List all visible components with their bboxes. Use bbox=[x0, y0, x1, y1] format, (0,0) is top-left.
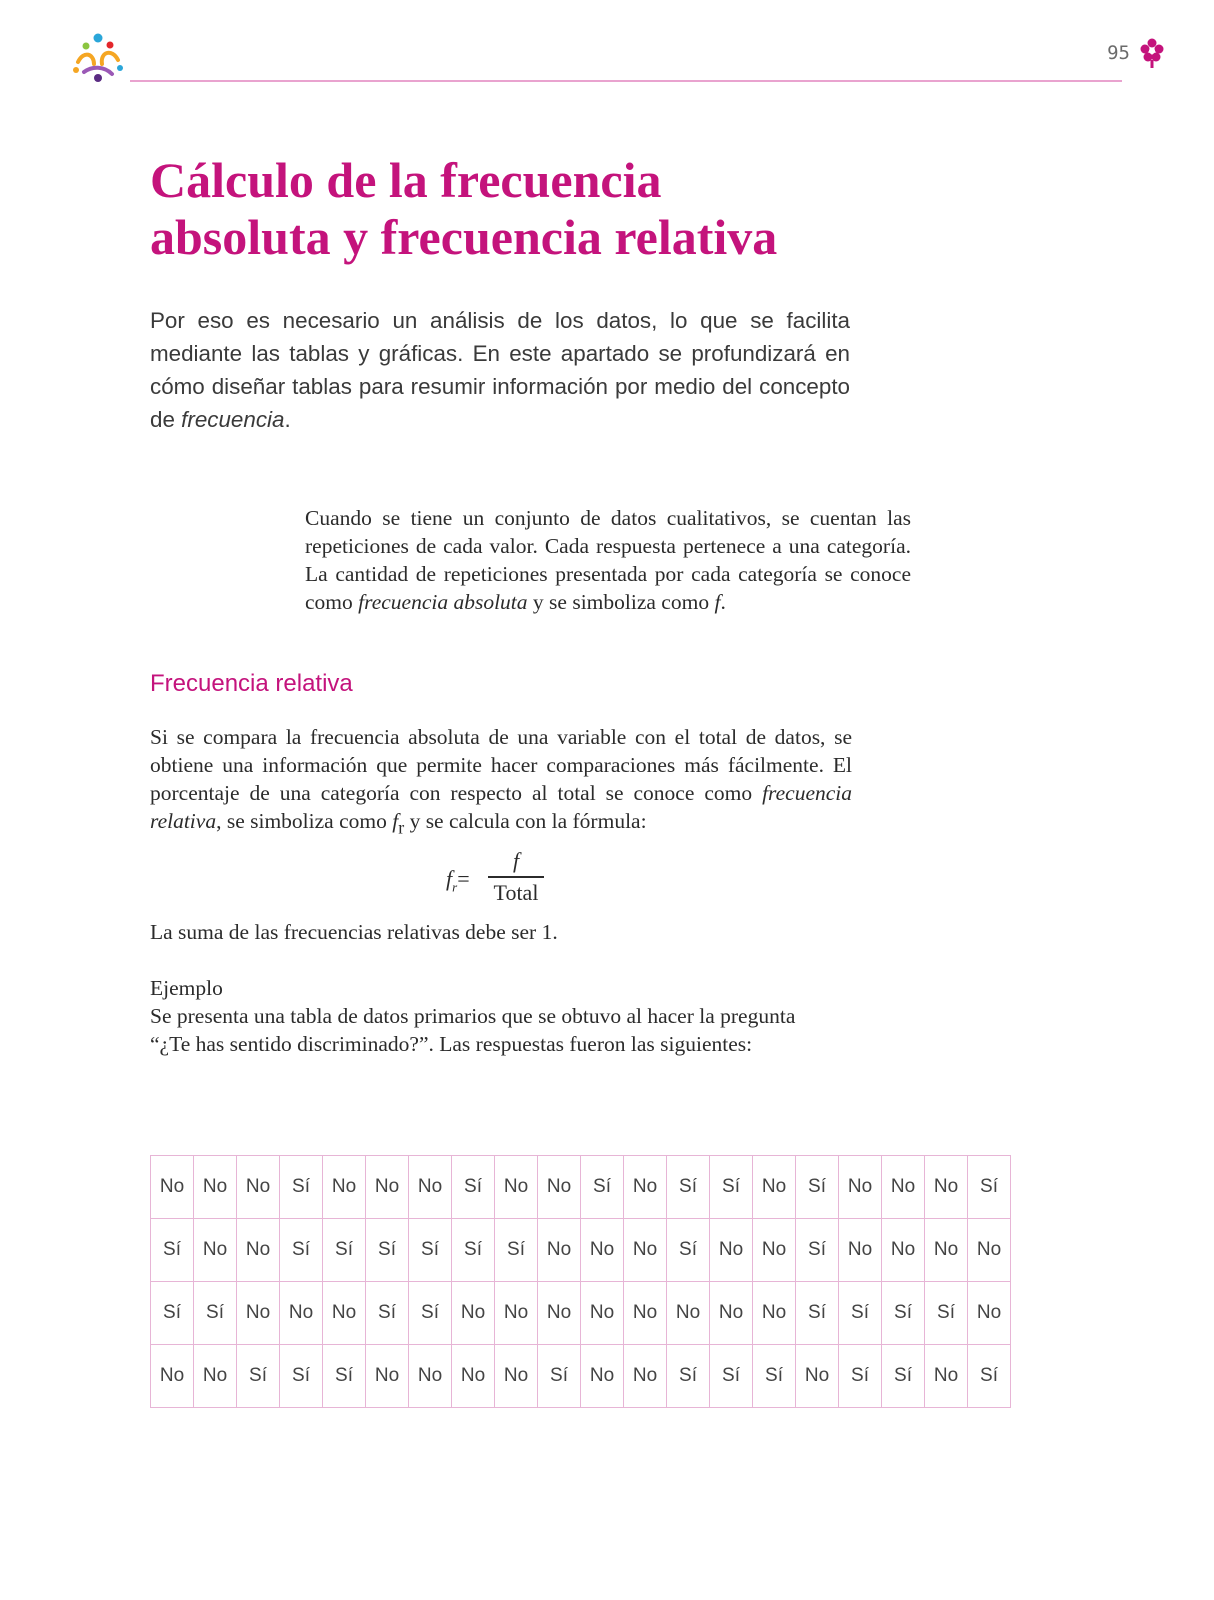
table-cell: Sí bbox=[882, 1345, 925, 1408]
table-cell: Sí bbox=[323, 1345, 366, 1408]
table-cell: No bbox=[968, 1219, 1011, 1282]
table-cell: Sí bbox=[968, 1156, 1011, 1219]
intro-italic-term: frecuencia bbox=[181, 407, 285, 432]
table-cell: No bbox=[323, 1156, 366, 1219]
table-cell: No bbox=[495, 1282, 538, 1345]
table-cell: Sí bbox=[839, 1282, 882, 1345]
table-cell: No bbox=[581, 1345, 624, 1408]
relative-frequency-formula bbox=[446, 846, 556, 910]
table-cell: Sí bbox=[538, 1345, 581, 1408]
table-cell: Sí bbox=[796, 1156, 839, 1219]
table-cell: Sí bbox=[409, 1282, 452, 1345]
header-rule bbox=[130, 80, 1122, 82]
table-cell: No bbox=[323, 1282, 366, 1345]
example-line-1: Se presenta una tabla de datos primarios que se obtuvo al hacer la pregunta bbox=[150, 1004, 796, 1028]
table-row bbox=[151, 1282, 1011, 1345]
table-cell: No bbox=[753, 1156, 796, 1219]
table-cell: No bbox=[581, 1282, 624, 1345]
definition-text: Cuando se tiene un conjunto de datos cualitativos, se cuentan las repeticiones de cada valor. Cada respuesta pertenece a una categoría. La cantidad de repeticiones presentada por cada categoría se conoce como bbox=[305, 506, 911, 614]
intro-paragraph bbox=[150, 304, 850, 436]
responses-table bbox=[150, 1155, 1011, 1408]
table-cell: No bbox=[839, 1219, 882, 1282]
table-cell: Sí bbox=[280, 1345, 323, 1408]
table-cell: Sí bbox=[366, 1219, 409, 1282]
table-row bbox=[151, 1219, 1011, 1282]
table-cell: Sí bbox=[667, 1345, 710, 1408]
table-cell: No bbox=[839, 1156, 882, 1219]
table-cell: No bbox=[452, 1345, 495, 1408]
example-line-2: “¿Te has sentido discriminado?”. Las respuestas fueron las siguientes: bbox=[150, 1032, 753, 1056]
table-cell: No bbox=[151, 1345, 194, 1408]
decorative-logo-icon bbox=[70, 32, 126, 84]
table-cell: No bbox=[409, 1345, 452, 1408]
table-cell: No bbox=[925, 1345, 968, 1408]
table-cell: No bbox=[925, 1219, 968, 1282]
table-cell: No bbox=[538, 1156, 581, 1219]
definition-term: frecuencia absoluta bbox=[358, 590, 528, 614]
table-cell: No bbox=[624, 1156, 667, 1219]
relative-frequency-paragraph bbox=[150, 723, 852, 841]
formula-lhs: $f_r=$ bbox=[446, 866, 470, 895]
formula-denominator: Total bbox=[493, 879, 539, 905]
definition-end: . bbox=[720, 590, 726, 614]
table-cell: No bbox=[495, 1345, 538, 1408]
table-cell: No bbox=[194, 1219, 237, 1282]
table-cell: No bbox=[710, 1219, 753, 1282]
table-cell: No bbox=[366, 1345, 409, 1408]
relative-term: frecuencia relativa bbox=[150, 781, 852, 833]
table-cell: Sí bbox=[237, 1345, 280, 1408]
table-cell: No bbox=[151, 1156, 194, 1219]
relative-end: y se calcula con la fórmula: bbox=[404, 809, 647, 833]
table-cell: No bbox=[796, 1345, 839, 1408]
table-cell: No bbox=[624, 1345, 667, 1408]
table-row bbox=[151, 1345, 1011, 1408]
relative-symbol: f bbox=[392, 809, 399, 833]
table-cell: No bbox=[581, 1219, 624, 1282]
table-cell: Sí bbox=[710, 1345, 753, 1408]
table-cell: Sí bbox=[925, 1282, 968, 1345]
table-cell: No bbox=[753, 1219, 796, 1282]
example-label: Ejemplo bbox=[150, 976, 223, 1000]
relative-symbol-sub: r bbox=[398, 817, 405, 838]
intro-end: . bbox=[284, 407, 291, 432]
table-cell: No bbox=[624, 1282, 667, 1345]
table-cell: No bbox=[882, 1156, 925, 1219]
table-cell: No bbox=[237, 1282, 280, 1345]
table-cell: Sí bbox=[194, 1282, 237, 1345]
table-cell: No bbox=[366, 1156, 409, 1219]
table-cell: Sí bbox=[882, 1282, 925, 1345]
sum-note: La suma de las frecuencias relativas debe ser 1. bbox=[150, 920, 558, 944]
table-cell: No bbox=[237, 1156, 280, 1219]
example-block bbox=[150, 974, 852, 1058]
table-cell: Sí bbox=[409, 1219, 452, 1282]
table-cell: No bbox=[538, 1219, 581, 1282]
table-cell: No bbox=[452, 1282, 495, 1345]
table-cell: Sí bbox=[581, 1156, 624, 1219]
table-cell: Sí bbox=[452, 1219, 495, 1282]
table-cell: No bbox=[624, 1219, 667, 1282]
table-cell: No bbox=[409, 1156, 452, 1219]
table-cell: No bbox=[925, 1156, 968, 1219]
table-cell: Sí bbox=[151, 1219, 194, 1282]
table-row bbox=[151, 1156, 1011, 1219]
table-cell: Sí bbox=[280, 1156, 323, 1219]
absolute-frequency-definition bbox=[305, 504, 911, 616]
table-cell: Sí bbox=[796, 1219, 839, 1282]
formula-fraction bbox=[488, 846, 544, 908]
table-cell: Sí bbox=[796, 1282, 839, 1345]
table-cell: No bbox=[667, 1282, 710, 1345]
table-cell: Sí bbox=[667, 1156, 710, 1219]
table-cell: Sí bbox=[839, 1345, 882, 1408]
table-cell: No bbox=[237, 1219, 280, 1282]
relative-frequency-heading: Frecuencia relativa bbox=[150, 670, 353, 697]
formula-numerator: f bbox=[512, 848, 520, 873]
flower-ornament-icon bbox=[1138, 38, 1166, 68]
table-cell: Sí bbox=[667, 1219, 710, 1282]
table-cell: No bbox=[194, 1345, 237, 1408]
definition-symbol: f bbox=[714, 590, 721, 614]
table-cell: Sí bbox=[968, 1345, 1011, 1408]
table-cell: Sí bbox=[151, 1282, 194, 1345]
table-cell: Sí bbox=[710, 1156, 753, 1219]
table-cell: No bbox=[194, 1156, 237, 1219]
intro-text: Por eso es necesario un análisis de los datos, lo que se facilita mediante las tablas y gráficas. En este apartado se profundizará en cómo diseñar tablas para resumir información por medio del concepto de bbox=[150, 308, 850, 432]
title-line-1: Cálculo de la frecuencia bbox=[150, 152, 662, 208]
table-cell: Sí bbox=[323, 1219, 366, 1282]
table-cell: No bbox=[710, 1282, 753, 1345]
table-cell: Sí bbox=[366, 1282, 409, 1345]
relative-middle: , se simboliza como bbox=[216, 809, 393, 833]
table-cell: No bbox=[538, 1282, 581, 1345]
page-number: 95 bbox=[1107, 42, 1130, 64]
table-cell: No bbox=[495, 1156, 538, 1219]
table-cell: No bbox=[968, 1282, 1011, 1345]
table-cell: Sí bbox=[753, 1345, 796, 1408]
table-cell: No bbox=[882, 1219, 925, 1282]
relative-text: Si se compara la frecuencia absoluta de una variable con el total de datos, se obtiene una información que permite hacer comparaciones más fácilmente. El porcentaje de una categoría con respecto al total se conoce como bbox=[150, 725, 852, 805]
table-cell: Sí bbox=[452, 1156, 495, 1219]
table-cell: No bbox=[280, 1282, 323, 1345]
table-cell: No bbox=[753, 1282, 796, 1345]
title-line-2: absoluta y frecuencia relativa bbox=[150, 209, 778, 265]
table-cell: Sí bbox=[280, 1219, 323, 1282]
page-title bbox=[150, 152, 1050, 266]
table-cell: Sí bbox=[495, 1219, 538, 1282]
definition-middle: y se simboliza como bbox=[527, 590, 715, 614]
